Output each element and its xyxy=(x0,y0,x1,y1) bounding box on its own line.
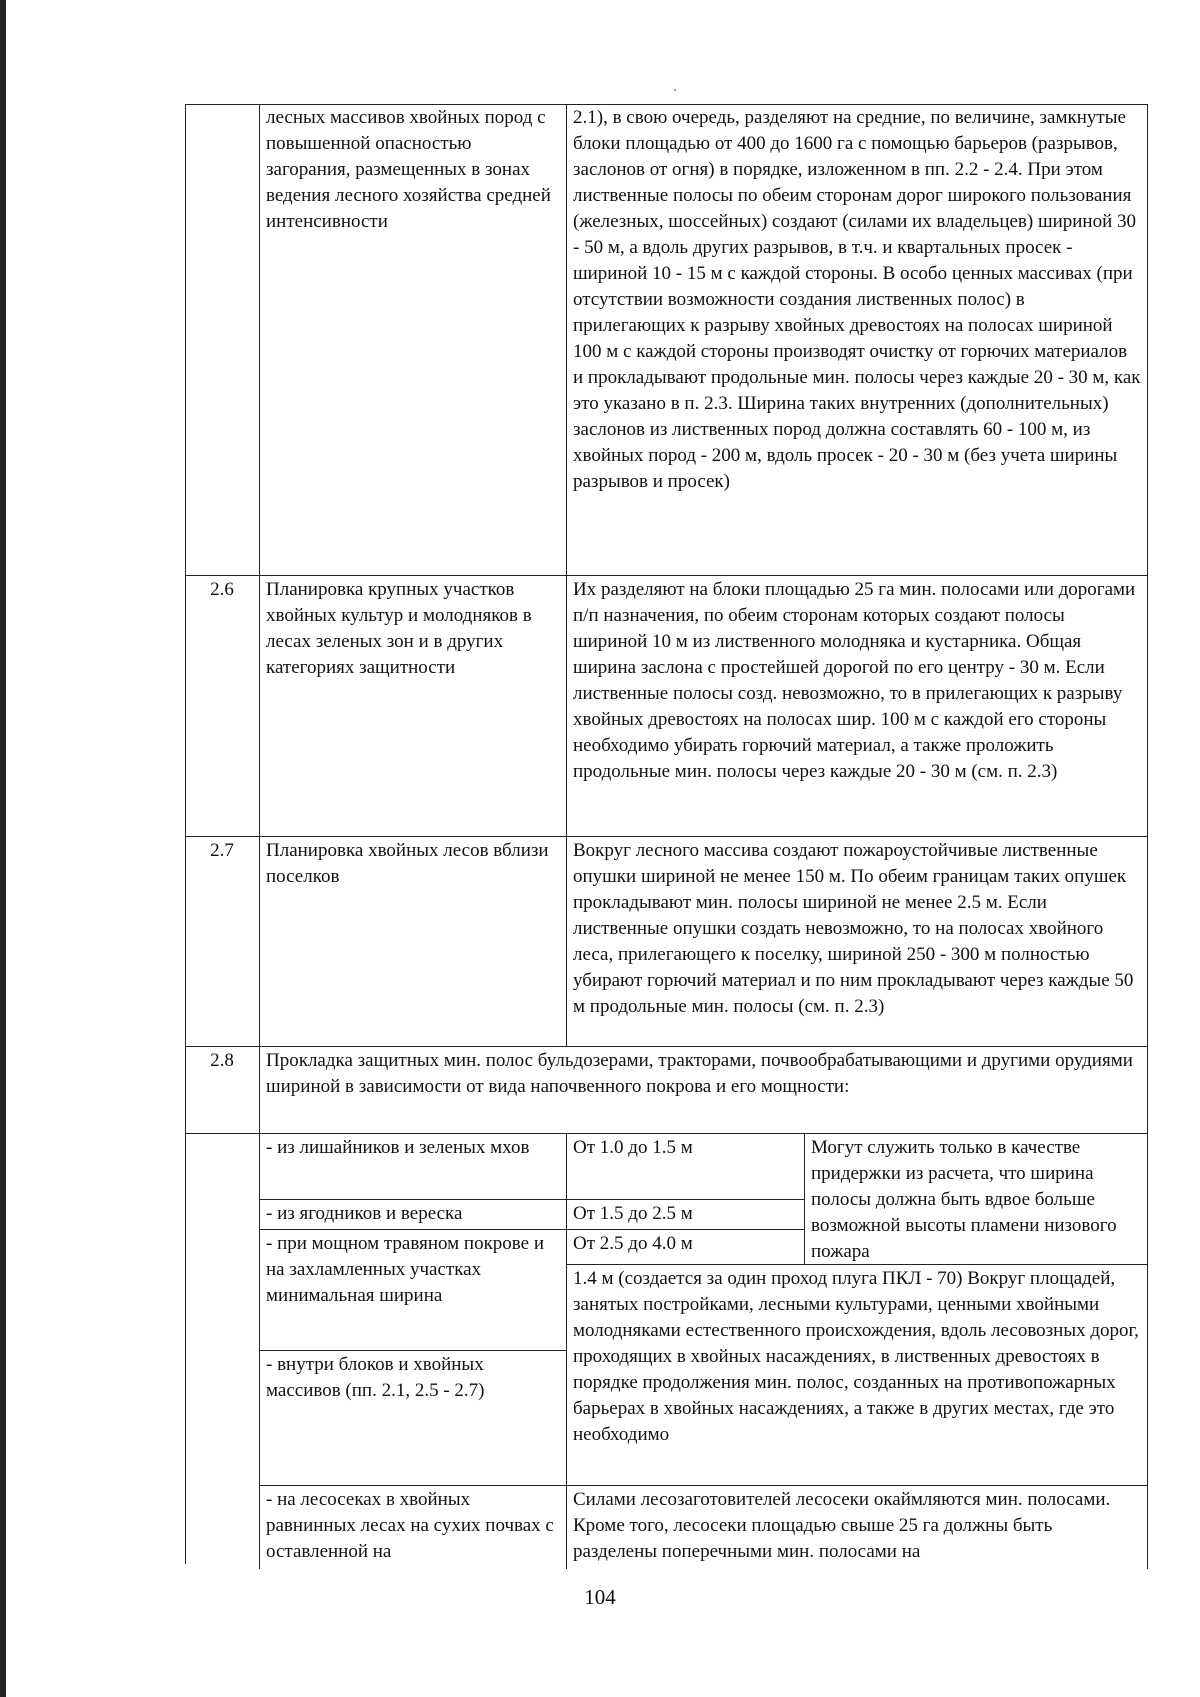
row-number: 2.6 xyxy=(185,576,260,837)
min-width-description: 1.4 м (создается за один проход плуга ПКЛ - 70) Вокруг площадей, занятых постройками, лесными культурами, ценными хвойными молодняками естественного происхождения, вдоль лесовозных дорог, проходящих в хвойных насаждениях, в лиственных древостоях в порядке продолжения мин. полос, созданных на противопожарных барьерах в хвойных насаждениях, а также в других местах, где это необходимо xyxy=(567,1265,1148,1486)
fire-protection-table xyxy=(185,104,1148,1564)
row-number: 2.7 xyxy=(185,837,260,1047)
cover-type: - из лишайников и зеленых мхов xyxy=(260,1134,567,1200)
scan-edge-bar xyxy=(0,0,6,1697)
row-description: Силами лесозаготовителей лесосеки окаймляются мин. полосами. Кроме того, лесосеки площадью свыше 25 га должны быть разделены поперечными мин. полосами на xyxy=(567,1486,1148,1569)
scan-speck xyxy=(674,89,676,91)
row-description: Их разделяют на блоки площадью 25 га мин. полосами или дорогами п/п назначения, по обеим сторонам которых создают полосы шириной 10 м из лиственного молодняка и кустарника. Общая ширина заслона с простейшей дорогой по его центру - 30 м. Если лиственные полосы созд. невозможно, то в прилегающих к разрыву хвойных древостоях на полосах шир. 100 м с каждой его стороны необходимо убирать горючий материал, а также проложить продольные мин. полосы через каждые 20 - 30 м (см. п. 2.3) xyxy=(567,576,1148,837)
row-number-empty xyxy=(185,1486,260,1569)
cover-type: - на лесосеках в хвойных равнинных лесах на сухих почвах с оставленной на xyxy=(260,1486,567,1569)
strip-width: От 1.5 до 2.5 м xyxy=(567,1200,805,1230)
row-number: 2.8 xyxy=(185,1047,260,1134)
cover-type-label: - внутри блоков и хвойных массивов (пп. 2.1, 2.5 - 2.7) xyxy=(260,1350,566,1405)
cover-type-label: - при мощном травяном покрове и на захламленных участках минимальная ширина xyxy=(266,1233,545,1306)
page-number: 104 xyxy=(584,1585,616,1609)
strip-width: От 1.0 до 1.5 м xyxy=(567,1134,805,1200)
cover-type: - из ягодников и вереска xyxy=(260,1200,567,1230)
strip-width: От 2.5 до 4.0 м xyxy=(567,1230,805,1265)
row-number-empty xyxy=(185,1134,260,1486)
row-topic: Планировка крупных участков хвойных культур и молодняков в лесах зеленых зон и в других категориях защитности xyxy=(260,576,567,837)
row-topic: лесных массивов хвойных пород с повышенной опасностью загорания, размещенных в зонах ведения лесного хозяйства средней интенсивности xyxy=(260,104,567,576)
row-description: 2.1), в свою очередь, разделяют на средние, по величине, замкнутые блоки площадью от 400 до 1600 га с помощью барьеров (разрывов, заслонов от огня) в порядке, изложенном в пп. 2.2 - 2.4. При этом лиственные полосы по обеим сторонам дорог широкого пользования (железных, шоссейных) создают (силами их владельцев) шириной 30 - 50 м, а вдоль других разрывов, в т.ч. и квартальных просек - шириной 10 - 15 м с каждой стороны. В особо ценных массивах (при отсутствии возможности создания лиственных полос) в прилегающих к разрыву хвойных древостоях на полосах шириной 100 м с каждой стороны производят очистку от горючих материалов и прокладывают продольные мин. полосы через каждые 20 - 30 м, как это указано в п. 2.3. Ширина таких внутренних (дополнительных) заслонов из лиственных пород должна составлять 60 - 100 м, из хвойных пород - 200 м, вдоль просек - 20 - 30 м (без учета ширины разрывов и просек) xyxy=(567,104,1148,576)
row-description: Вокруг лесного массива создают пожароустойчивые лиственные опушки шириной не менее 150 м. По обеим границам таких опушек прокладывают мин. полосы шириной не менее 2.5 м. Если лиственные опушки создать невозможно, то на полосах хвойного леса, прилегающего к поселку, шириной 250 - 300 м полностью убирают горючий материал и по ним прокладывают через каждые 50 м продольные мин. полосы (см. п. 2.3) xyxy=(567,837,1148,1047)
row-description: Прокладка защитных мин. полос бульдозерами, тракторами, почвообрабатывающими и другими орудиями шириной в зависимости от вида напочвенного покрова и его мощности: xyxy=(260,1047,1148,1134)
cover-type xyxy=(260,1230,567,1486)
row-number-empty xyxy=(185,104,260,576)
width-note: Могут служить только в качестве придержки из расчета, что ширина полосы должна быть вдвое больше возможной высоты пламени низового пожара xyxy=(805,1134,1148,1265)
row-topic: Планировка хвойных лесов вблизи поселков xyxy=(260,837,567,1047)
